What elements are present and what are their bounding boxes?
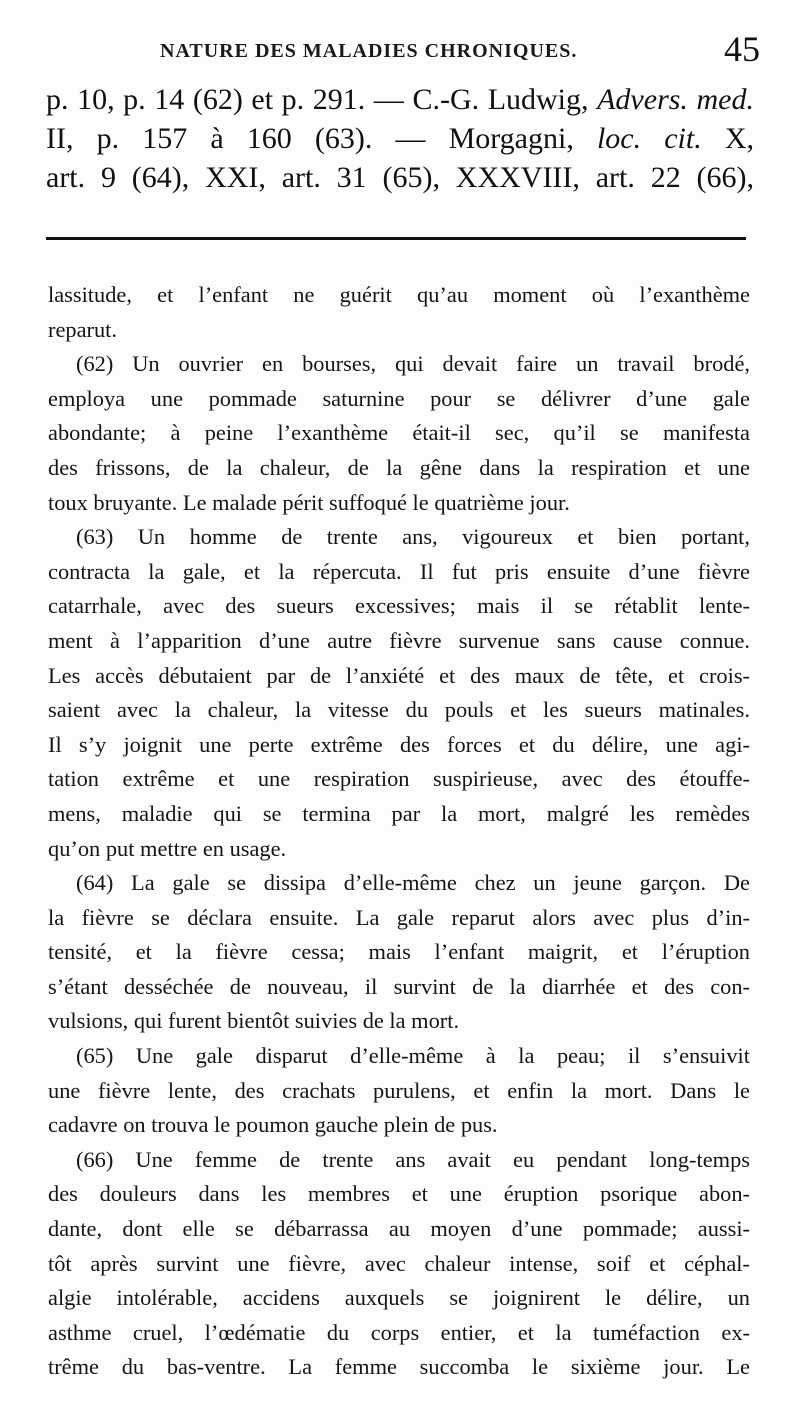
footnote-line: tation extrême et une respiration suspirieuse, avec des étouffe- xyxy=(48,766,750,792)
footnote-line: asthme cruel, l’œdématie du corps entier, et la tuméfaction ex- xyxy=(48,1319,750,1345)
footnote-line: qu’on put mettre en usage. xyxy=(48,835,287,861)
footnote-line: abondante; à peine l’exanthème était-il sec, qu’il se manifesta xyxy=(48,420,750,446)
page-number: 45 xyxy=(724,29,760,69)
footnote-line: tensité, et la fièvre cessa; mais l’enfant maigrit, et l’éruption xyxy=(48,939,750,965)
references-line-2 xyxy=(46,119,754,158)
footnote-line: toux bruyante. Le malade périt suffoqué le quatrième jour. xyxy=(48,489,570,515)
footnotes-block xyxy=(48,278,750,1385)
footnote-line: la fièvre se déclara ensuite. La gale reparut alors avec plus d’in- xyxy=(48,904,750,930)
footnote-line: (66) Une femme de trente ans avait eu pendant long-temps xyxy=(76,1146,750,1172)
footnote-line: (63) Un homme de trente ans, vigoureux et bien portant, xyxy=(76,524,750,550)
footnote-line: cadavre on trouva le poumon gauche plein de pus. xyxy=(48,1112,498,1138)
footnote-line: (62) Un ouvrier en bourses, qui devait faire un travail brodé, xyxy=(76,351,750,377)
footnote-line: des douleurs dans les membres et une éruption psorique abon- xyxy=(48,1181,750,1207)
footnote-line: algie intolérable, accidens auxquels se joignirent le délire, un xyxy=(48,1285,750,1311)
running-head xyxy=(0,29,800,74)
footnote-line: mens, maladie qui se termina par la mort, malgré les remèdes xyxy=(48,800,750,826)
references-line-2-italic: loc. cit. xyxy=(596,122,702,155)
footnote-line: contracta la gale, et la répercuta. Il fut pris ensuite d’une fièvre xyxy=(48,558,750,584)
references-block xyxy=(46,80,754,197)
footnote-separator-rule xyxy=(46,237,746,240)
footnote-line: catarrhale, avec des sueurs excessives; mais il se rétablit lente- xyxy=(48,593,750,619)
references-line-2-end: X, xyxy=(701,122,754,155)
footnote-line: trême du bas-ventre. La femme succomba le sixième jour. Le xyxy=(48,1354,750,1380)
footnote-line: employa une pommade saturnine pour se délivrer d’une gale xyxy=(48,385,750,411)
footnote-line: tôt après survint une fièvre, avec chaleur intense, soif et céphal- xyxy=(48,1250,750,1276)
references-line-2-text: II, p. 157 à 160 (63). — Morgagni, xyxy=(46,122,597,155)
footnote-line: des frissons, de la chaleur, de la gêne dans la respiration et une xyxy=(48,454,750,480)
footnote-line: s’étant desséchée de nouveau, il survint de la diarrhée et des con- xyxy=(48,973,750,999)
footnote-line: (65) Une gale disparut d’elle-même à la peau; il s’ensuivit xyxy=(76,1043,750,1069)
footnote-line: Les accès débutaient par de l’anxiété et des maux de tête, et crois- xyxy=(48,662,750,688)
footnote-line: lassitude, et l’enfant ne guérit qu’au moment où l’exanthème xyxy=(48,282,750,307)
references-line-1-italic: Advers. med. xyxy=(597,83,754,116)
footnote-line: vulsions, qui furent bientôt suivies de la mort. xyxy=(48,1008,460,1034)
footnote-line: reparut. xyxy=(48,316,117,342)
references-line-1-text: p. 10, p. 14 (62) et p. 291. — C.-G. Ludwig, xyxy=(46,83,598,116)
footnote-line: dante, dont elle se débarrassa au moyen d’une pommade; aussi- xyxy=(48,1216,750,1242)
footnote-line: (64) La gale se dissipa d’elle-même chez un jeune garçon. De xyxy=(76,870,750,896)
footnote-line: Il s’y joignit une perte extrême des forces et du délire, une agi- xyxy=(48,731,750,757)
footnote-line: une fièvre lente, des crachats purulens, et enfin la mort. Dans le xyxy=(48,1077,750,1103)
running-title: NATURE DES MALADIES CHRONIQUES. xyxy=(160,40,578,62)
footnote-line: saient avec la chaleur, la vitesse du pouls et les sueurs matinales. xyxy=(48,697,750,723)
references-line-3: art. 9 (64), XXI, art. 31 (65), XXXVIII, art. 22 (66), xyxy=(46,161,754,194)
footnote-line: ment à l’apparition d’une autre fièvre survenue sans cause connue. xyxy=(48,627,750,653)
references-line-1 xyxy=(46,80,754,119)
